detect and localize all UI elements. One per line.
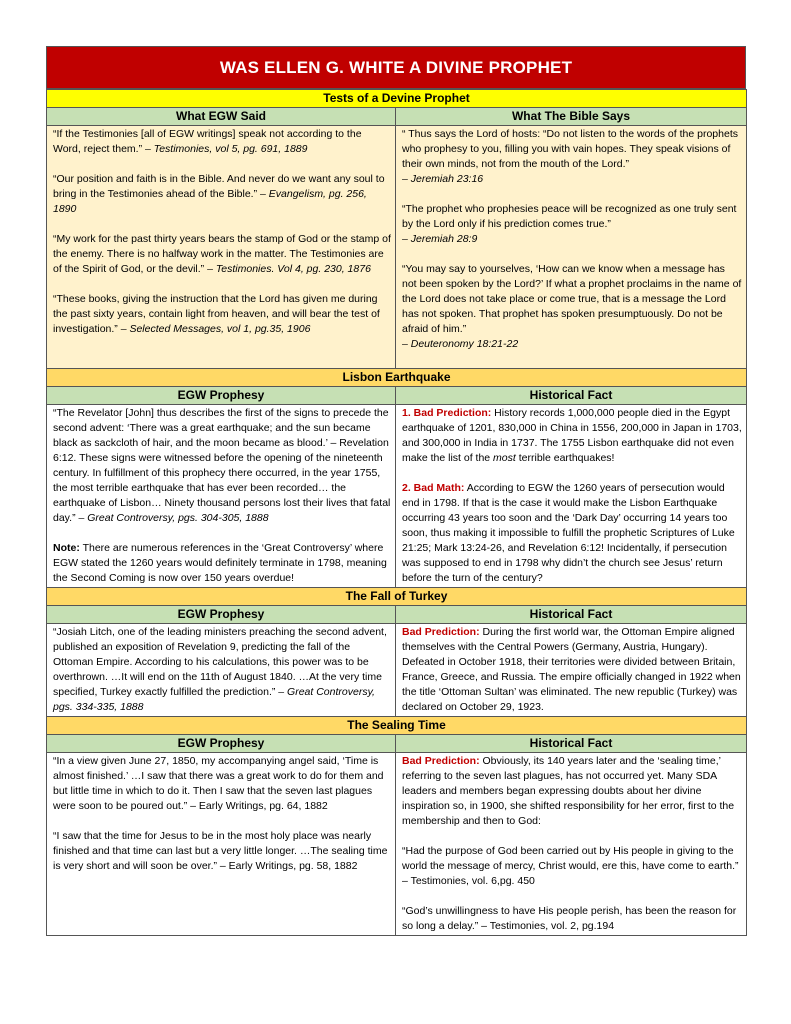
quote-text: “Our position and faith is in the Bible. And never do we want any soul to bring in the Testimonies ahead of the Bible.” [53,173,385,200]
quote [53,127,391,157]
scripture-text: “You may say to yourselves, ‘How can we know when a message has not been spoken by the Lord?’ If what a prophet proclaims in the name of the Lord does not take place or come true, that is a message the Lord has not spoken. That prophet has spoken presumptuously. Do not be afraid of him.” [402,263,742,335]
bad-prediction-label: Bad Prediction: [402,755,480,767]
table-row [47,126,747,369]
quote-citation: – Testimonies, vol 5, pg. 691, 1889 [145,143,308,155]
quote [53,292,391,337]
quote-citation: – Great Controversy, pgs. 304-305, 1888 [78,512,269,524]
table-row [47,405,747,588]
historical-fact-cell [396,624,747,717]
quote-citation: – Selected Messages, vol 1, pg.35, 1906 [120,323,311,335]
right-column-header: What The Bible Says [396,108,747,126]
fact [402,625,742,715]
column-header-row [47,108,747,126]
quote: “In a view given June 27, 1850, my accompanying angel said, ‘Time is almost finished.’ …I saw that there was a great work to do for them and but little time in which to do it. Then I saw that the seven last plagues were soon to be poured out.” – Early Writings, pg. 64, 1882 [53,755,384,812]
egw-prophesy-cell [47,753,396,936]
scripture [402,262,742,352]
quote-citation: – Evangelism, pg. 256, 1890 [53,188,367,215]
quote-text: “These books, giving the instruction that the Lord has given me during the past sixty years, contain light from heaven, and will bear the test of investigation.” [53,293,380,335]
left-column-header: EGW Prophesy [47,606,396,624]
section-title: The Fall of Turkey [47,588,747,606]
fact-text: Obviously, its 140 years later and the ‘sealing time,’ referring to the seven last plagues, has not occurred yet. Many SDA leaders and members began expressing doubts about her divine inspiration so, in 1900, she shifted responsibility for her error, first to the membership and then to God: [402,755,735,827]
quote: “God’s unwillingness to have His people perish, has been the reason for so long a delay.” – Testimonies, vol. 2, pg.194 [402,905,737,932]
quote-citation: – Great Controversy, pgs. 334-335, 1888 [53,686,375,713]
historical-fact-cell [396,753,747,936]
quote-text: “Josiah Litch, one of the leading ministers preaching the second advent, published an exposition of Revelation 9, predicting the fall of the Ottoman Empire. According to his calculations, this power was to be overthrown. …It will end on the 11th of August 1840. …At the very time specified, Turkey exactly fulfilled the prediction.” [53,626,387,698]
note [53,541,391,586]
section-heading-tests [47,90,747,108]
fact [402,406,742,466]
scripture-text: “The prophet who prophesies peace will be recognized as one truly sent by the Lord only if his prediction comes true.” [402,203,737,230]
bad-math-label: 2. Bad Math: [402,482,465,494]
fact-text: terrible earthquakes! [515,452,615,464]
quote: “Had the purpose of God been carried out by His people in giving to the world the message of mercy, Christ would, ere this, have come to earth.” – Testimonies, vol. 6,pg. 450 [402,845,739,887]
egw-prophesy-cell [47,624,396,717]
quote: “I saw that the time for Jesus to be in the most holy place was nearly finished and that time can last but a very little longer. …The sealing time is very short and will soon be over.” – Early Writings, pg. 58, 1882 [53,830,388,872]
left-column-header: EGW Prophesy [47,387,396,405]
note-label: Note: [53,542,80,554]
section-heading-sealing [47,717,747,735]
page-title: WAS ELLEN G. WHITE A DIVINE PROPHET [46,46,746,89]
bible-says-cell [396,126,747,369]
fact-text: During the first world war, the Ottoman Empire aligned themselves with the Central Powers (Germany, Austria, Hungary). Defeated in October 1918, their territories were divided between Britain, France, Greece, and Russia. The empire officially changed in 1922 when the title ‘Ottoman Sultan’ was eliminated. The new republic (Turkey) was declared on October 29, 1923. [402,626,741,713]
scripture [402,202,742,247]
section-title: The Sealing Time [47,717,747,735]
fact [402,481,742,586]
section-heading-turkey [47,588,747,606]
left-column-header: EGW Prophesy [47,735,396,753]
egw-said-cell [47,126,396,369]
quote-citation: – Testimonies. Vol 4, pg. 230, 1876 [207,263,371,275]
scripture-citation: – Jeremiah 23:16 [402,173,484,185]
section-title: Tests of a Devine Prophet [47,90,747,108]
section-title: Lisbon Earthquake [47,369,747,387]
table-row [47,753,747,936]
fact-text: History records 1,000,000 people died in the Egypt earthquake of 1201, 830,000 in China in 1556, 200,000 in Japan in 1703, and 300,000 in India in 1737. The 1755 Lisbon earthquake did not even make the list of the [402,407,742,464]
scripture-citation: – Jeremiah 28:9 [402,233,478,245]
quote [53,172,391,217]
right-column-header: Historical Fact [396,387,747,405]
scripture [402,127,742,187]
quote [53,232,391,277]
bad-prediction-label: Bad Prediction: [402,626,480,638]
document [46,46,746,936]
fact-emphasis: most [493,452,516,464]
comparison-table [46,89,747,936]
egw-prophesy-cell [47,405,396,588]
column-header-row [47,387,747,405]
fact-text: According to EGW the 1260 years of persecution would end in 1798. If that is the case it would make the Lisbon Earthquake occurring 43 years too soon and the ‘Dark Day’ occurring 14 years too soon, thus making it impossible to fulfill the prophetic Scriptures of Luke 21:25; Mark 13:24-26, and Revelation 6:12! Incidentally, if persecution was supposed to end in 1798 why didn’t the church see Jesus’ return before the turn of the century? [402,482,735,584]
column-header-row [47,606,747,624]
historical-fact-cell [396,405,747,588]
bad-prediction-label: 1. Bad Prediction: [402,407,492,419]
column-header-row [47,735,747,753]
quote-text: “The Revelator [John] thus describes the first of the signs to precede the second advent: ‘There was a great earthquake; and the sun became black as sackcloth of hair, and the moon became as blood.’ – Revelation 6:12. These signs were witnessed before the opening of the nineteenth century. In fulfillment of this prophecy there occurred, in the year 1755, the most terrible earthquake that has ever been recorded… the earthquake of Lisbon… Ninety thousand persons lost their lives that fatal day.” [53,407,391,524]
quote-text: “My work for the past thirty years bears the stamp of God or the stamp of the enemy. There is no halfway work in the matter. The Testimonies are of the Spirit of God, or the devil.” [53,233,391,275]
quote [53,406,391,526]
section-heading-lisbon [47,369,747,387]
left-column-header: What EGW Said [47,108,396,126]
right-column-header: Historical Fact [396,606,747,624]
quote-text: “If the Testimonies [all of EGW writings] speak not according to the Word, reject them.” [53,128,362,155]
table-row [47,624,747,717]
quote [53,625,391,715]
fact [402,754,742,829]
scripture-citation: – Deuteronomy 18:21-22 [402,338,519,350]
note-text: There are numerous references in the ‘Great Controversy’ where EGW stated the 1260 years would definitely terminate in 1798, meaning the Second Coming is now over 150 years overdue! [53,542,387,584]
right-column-header: Historical Fact [396,735,747,753]
scripture-text: “ Thus says the Lord of hosts: “Do not listen to the words of the prophets who prophesy to you, filling you with vain hopes. They speak visions of their own minds, not from the mouth of the Lord.” [402,128,738,170]
